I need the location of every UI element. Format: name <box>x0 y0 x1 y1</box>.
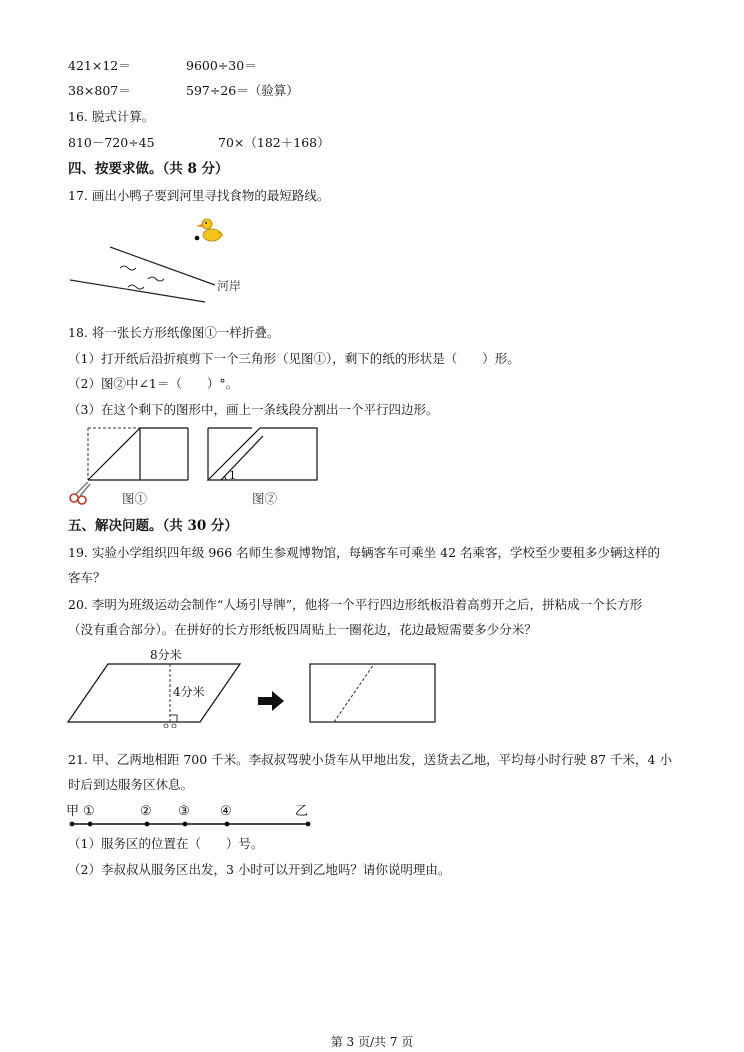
q21-sub1: （1）服务区的位置在（ ）号。 <box>68 836 264 851</box>
calc-row1-left: 421×12＝ <box>68 58 131 73</box>
point-2-label: ② <box>140 804 152 819</box>
start-label: 甲 <box>66 804 80 819</box>
section5-heading: 五、解决问题。（共 30 分） <box>68 518 238 534</box>
q16-right-expression: 70×（182＋168） <box>218 135 330 150</box>
q20-line1: 20. 李明为班级运动会制作“人场引导牌”，他将一个平行四边形纸板沿着高剪开之后，拼粘成一个长方形 <box>68 597 643 612</box>
q16-left-expression: 810－720÷45 <box>68 135 155 150</box>
page-number: 第 3 页/共 7 页 <box>330 1035 414 1049</box>
wave-mark <box>128 285 144 289</box>
point-2 <box>145 822 150 827</box>
q20-line2: （没有重合部分）。在拼好的长方形纸板四周贴上一圈花边，花边最短需要多少分米？ <box>68 622 537 637</box>
scissors-icon <box>70 482 90 504</box>
calc-row2-left: 38×807＝ <box>68 83 131 98</box>
q16-title: 16. 脱式计算。 <box>68 109 155 124</box>
q19-line1: 19. 实验小学组织四年级 966 名师生参观博物馆，每辆客车可乘坐 42 名乘客，学校至少要租多少辆这样的 <box>68 545 661 560</box>
figure-1 <box>88 428 188 480</box>
figure-2 <box>208 428 317 480</box>
q21-line2: 时后到达服务区休息。 <box>68 777 194 792</box>
parallelogram-figure <box>62 644 442 728</box>
q19-line2: 客车？ <box>68 570 106 585</box>
q18-sub3: （3）在这个剩下的图形中，画上一条线段分割出一个平行四边形。 <box>68 402 439 417</box>
angle-1-label: 1 <box>229 469 236 482</box>
end-point <box>306 822 311 827</box>
wave-mark <box>148 277 164 281</box>
river-bank-label: 河岸 <box>217 279 242 293</box>
q18-sub1: （1）打开纸后沿折痕剪下一个三角形（见图①），剩下的纸的形状是（ ）形。 <box>68 351 520 366</box>
height-length-label: 4分米 <box>173 685 205 699</box>
river-bank-lower <box>70 280 205 302</box>
q17-text: 17. 画出小鸭子要到河里寻找食物的最短路线。 <box>68 188 330 203</box>
point-4 <box>225 822 230 827</box>
section4-heading: 四、按要求做。（共 8 分） <box>68 161 229 177</box>
end-label: 乙 <box>295 804 309 819</box>
route-diagram <box>62 800 322 832</box>
parallelogram <box>68 664 240 722</box>
point-3 <box>183 822 188 827</box>
q21-line1: 21. 甲、乙两地相距 700 千米。李叔叔驾驶小货车从甲地出发，送货去乙地，平均每小时行驶 87 千米，4 小 <box>68 752 672 767</box>
base-length-label: 8分米 <box>150 648 182 662</box>
point-1-label: ① <box>83 804 95 819</box>
folding-figures <box>62 424 332 510</box>
point-4-label: ④ <box>220 804 232 819</box>
wave-mark <box>120 266 136 270</box>
start-point <box>70 822 75 827</box>
figure-2-label: 图② <box>252 491 278 506</box>
calc-row1-right: 9600÷30＝ <box>186 58 257 73</box>
q18-text: 18. 将一张长方形纸像图①一样折叠。 <box>68 325 280 340</box>
q21-sub2: （2）李叔叔从服务区出发，3 小时可以开到乙地吗？请你说明理由。 <box>68 862 451 877</box>
river-figure <box>60 205 280 305</box>
scissors-icon <box>164 724 176 728</box>
calc-row2-right: 597÷26＝（验算） <box>186 83 299 98</box>
q18-sub2: （2）图②中∠1＝（ ）°。 <box>68 376 239 391</box>
point-3-label: ③ <box>178 804 190 819</box>
duck-position-dot <box>195 236 200 241</box>
result-rectangle <box>310 664 435 722</box>
duck-icon <box>196 219 222 241</box>
arrow-right-icon <box>258 691 284 711</box>
figure-1-label: 图① <box>122 491 148 506</box>
point-1 <box>88 822 93 827</box>
